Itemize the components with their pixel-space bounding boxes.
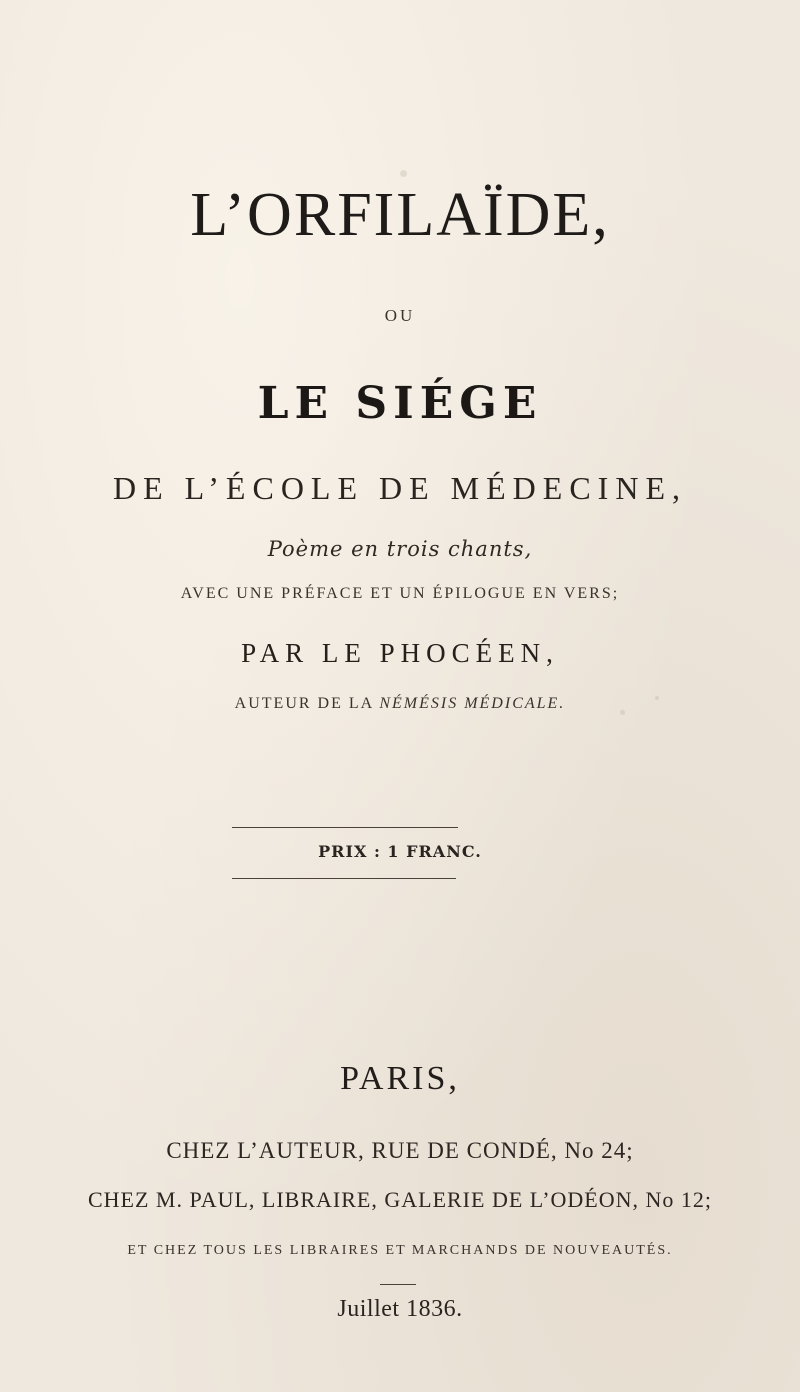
imprint-city: PARIS, <box>340 1060 460 1097</box>
price-rule-bottom <box>232 878 456 879</box>
title-conjunction: OU <box>384 306 416 325</box>
author-line: PAR LE PHOCÉEN, <box>241 638 559 668</box>
author-credit-prefix: AUTEUR DE LA <box>234 695 374 712</box>
author-credit-work: NÉMÉSIS MÉDICALE. <box>379 695 566 712</box>
book-title: L’ORFILAÏDE, <box>190 181 610 249</box>
genre-line: Poème en trois chants, <box>267 537 533 561</box>
preface-note: AVEC UNE PRÉFACE ET UN ÉPILOGUE EN VERS; <box>180 585 620 602</box>
publisher-line-2: CHEZ M. PAUL, LIBRAIRE, GALERIE DE L’ODÉON, No 12; <box>87 1187 713 1212</box>
publisher-line-1: CHEZ L’AUTEUR, RUE DE CONDÉ, No 24; <box>166 1138 634 1163</box>
publisher-line-3: ET CHEZ TOUS LES LIBRAIRES ET MARCHANDS DE NOUVEAUTÉS. <box>127 1243 673 1258</box>
foxing-spot <box>400 170 407 177</box>
price: PRIX : 1 FRANC. <box>318 842 482 861</box>
publication-date: Juillet 1836. <box>337 1296 463 1322</box>
date-rule <box>380 1284 416 1285</box>
price-rule-top <box>232 827 458 828</box>
subtitle-rest: DE L’ÉCOLE DE MÉDECINE, <box>113 470 687 506</box>
subtitle-main: LE SIÉGE <box>257 378 543 429</box>
author-credit <box>0 695 800 713</box>
